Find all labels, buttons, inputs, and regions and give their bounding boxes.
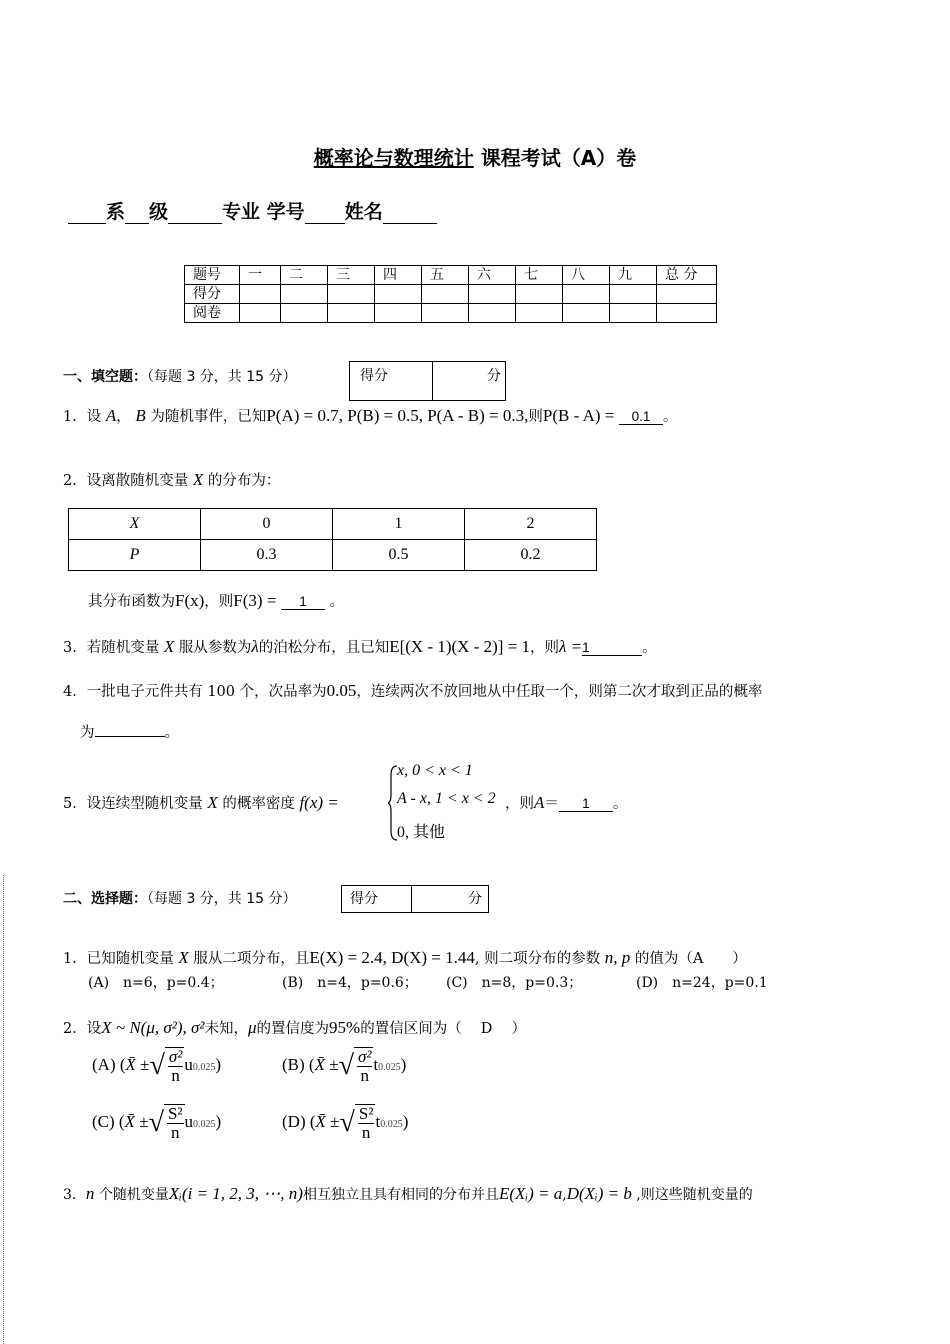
- dist-cell: 0.5: [333, 540, 465, 571]
- score-cell[interactable]: [516, 285, 563, 304]
- q-text: 的分布为：: [207, 473, 281, 489]
- score-header-cell: 五: [422, 266, 469, 285]
- dist-cell: X: [69, 509, 201, 540]
- sqrt-expr: √ $\frac{\text{σ²}}{n}$: [338, 1047, 372, 1085]
- score-row-label: 得分: [185, 285, 240, 304]
- answer-blank[interactable]: 1: [281, 594, 325, 610]
- reviewer-cell[interactable]: [375, 304, 422, 323]
- dist-cell: 2: [465, 509, 597, 540]
- quantile: u: [184, 1111, 194, 1131]
- score-header-cell: 四: [375, 266, 422, 285]
- quantile: t: [373, 1054, 379, 1074]
- option-d[interactable]: (D) n=24，p=0.1: [636, 975, 768, 991]
- score-header-cell: 七: [516, 266, 563, 285]
- name-blank[interactable]: [383, 205, 437, 224]
- math-var: X̄: [124, 1111, 135, 1131]
- score-table: [184, 265, 717, 323]
- score-cell[interactable]: [469, 285, 516, 304]
- section2-heading: [63, 888, 297, 908]
- q-text: 服从二项分布，且: [193, 951, 310, 967]
- page-title: [0, 142, 950, 171]
- dept-blank[interactable]: [68, 205, 106, 224]
- q-text: 未知，: [204, 1021, 248, 1037]
- q-text: 其分布函数为: [88, 594, 175, 610]
- score-header-cell: 六: [469, 266, 516, 285]
- math-formula: E(Xᵢ) = a: [498, 1184, 563, 1203]
- answer-blank[interactable]: 1: [582, 640, 642, 656]
- option-label: (A): [92, 1054, 116, 1074]
- student-info-line: [68, 197, 437, 224]
- s1-question-5: [63, 792, 339, 813]
- reviewer-cell[interactable]: [563, 304, 610, 323]
- math-var: X̄: [315, 1111, 326, 1131]
- grade-blank[interactable]: [125, 205, 149, 224]
- score-cell[interactable]: [657, 285, 717, 304]
- math-var: λ: [251, 637, 259, 656]
- dist-cell: 0.3: [201, 540, 333, 571]
- sqrt-expr: √ $\frac{\text{S²}}{n}$: [148, 1104, 183, 1142]
- reviewer-row: [185, 304, 717, 323]
- math-symbol: ±: [329, 1054, 339, 1074]
- q-text: 为: [80, 725, 95, 741]
- q-text: 。: [642, 640, 657, 656]
- grade-label: 级: [149, 201, 169, 223]
- section1-score-unit[interactable]: 分: [487, 368, 501, 384]
- s1-question-3: [63, 636, 657, 657]
- q-text: 4．一批电子元件共有 100 个，次品率为: [63, 684, 327, 700]
- q-text: ，则: [530, 640, 560, 656]
- subscript: 0.025: [378, 1061, 401, 1073]
- reviewer-cell[interactable]: [516, 304, 563, 323]
- name-label: 姓名: [344, 201, 383, 223]
- score-cell[interactable]: [375, 285, 422, 304]
- score-header-cell: 三: [328, 266, 375, 285]
- math-symbol: ±: [330, 1111, 340, 1131]
- math-formula: Xᵢ(i = 1, 2, 3, ⋯, n): [168, 1184, 303, 1203]
- q-prefix: 2．设离散随机变量: [63, 473, 189, 489]
- reviewer-cell[interactable]: [281, 304, 328, 323]
- q-prefix: 3．: [63, 1187, 86, 1203]
- q-text: ＝: [544, 796, 559, 812]
- q-text: 相互独立且具有相同的分布并且: [302, 1187, 499, 1203]
- s2-question-2: [63, 1017, 526, 1038]
- q-prefix: 5．设连续型随机变量: [63, 796, 203, 812]
- math-formula: E[(X - 1)(X - 2)] = 1: [389, 637, 531, 656]
- score-cell[interactable]: [422, 285, 469, 304]
- q-text: ，则: [204, 594, 234, 610]
- math-formula: P(A) = 0.7, P(B) = 0.5, P(A - B) = 0.3,: [266, 406, 529, 425]
- answer-blank[interactable]: 0.1: [619, 409, 663, 425]
- q-text: 的概率密度: [222, 796, 295, 812]
- math-formula: F(x): [175, 591, 205, 610]
- s2-q2-option-d[interactable]: (D) (X̄ ± √ $\frac{\text{S²}}{n}$ t0.025): [282, 1104, 409, 1142]
- subscript: 0.025: [193, 1118, 216, 1130]
- option-label: (B): [282, 1054, 305, 1074]
- q-prefix: 1．设: [63, 409, 102, 425]
- q-text: 的置信度为: [256, 1021, 330, 1037]
- section1-note: （每题 3 分，共 15 分）: [147, 369, 297, 385]
- q-text: 的置信区间为（ D ）: [360, 1021, 527, 1037]
- s2-question-3: [63, 1184, 753, 1204]
- major-label: 专业: [222, 201, 261, 223]
- exam-name: 课程考试（A）卷: [480, 146, 637, 170]
- option-a[interactable]: (A) n=6，p=0.4；: [88, 975, 224, 991]
- reviewer-cell[interactable]: [469, 304, 516, 323]
- q-text: 则: [528, 409, 543, 425]
- frac-num: S²: [358, 1104, 374, 1123]
- score-header-cell: 八: [563, 266, 610, 285]
- score-header-cell: 题号: [185, 266, 240, 285]
- dist-cell: 0.2: [465, 540, 597, 571]
- math-var: n: [85, 1184, 95, 1203]
- dist-cell: 0: [201, 509, 333, 540]
- section1-score-label: 得分: [350, 362, 433, 400]
- q-prefix: 2．设: [63, 1021, 102, 1037]
- s2-q1-options: [88, 972, 768, 992]
- math-symbol: ±: [139, 1111, 149, 1131]
- subscript: 0.025: [192, 1061, 216, 1073]
- math-formula: D(Xᵢ) = b: [566, 1184, 632, 1203]
- score-table-header-row: [185, 266, 717, 285]
- s1-question-4-line2: [80, 721, 179, 742]
- math-var: μ: [247, 1018, 257, 1037]
- section2-note: （每题 3 分，共 15 分）: [147, 891, 297, 907]
- frac-num: σ²: [357, 1047, 372, 1066]
- distribution-table: [68, 508, 597, 571]
- score-header-cell: 二: [281, 266, 328, 285]
- s2-q2-option-b[interactable]: (B) (X̄ ± √ $\frac{\text{σ²}}{n}$ t0.025): [282, 1047, 407, 1085]
- math-symbol: ±: [140, 1054, 150, 1074]
- score-cell[interactable]: [328, 285, 375, 304]
- option-b[interactable]: (B) n=4，p=0.6；: [282, 975, 418, 991]
- s1-question-2-followup: [88, 590, 344, 611]
- score-cell[interactable]: [563, 285, 610, 304]
- frac-num: S²: [167, 1104, 183, 1123]
- math-var: X: [192, 470, 204, 489]
- subscript: 0.025: [380, 1118, 403, 1130]
- course-name: 概率论与数理统计: [313, 146, 474, 170]
- q-text: 。: [612, 796, 628, 812]
- score-cell[interactable]: [281, 285, 328, 304]
- math-formula: F(3) =: [233, 591, 277, 610]
- math-formula: 0.05: [326, 681, 357, 700]
- q-text: 个随机变量: [98, 1187, 169, 1203]
- math-formula: P(B - A) =: [542, 406, 615, 425]
- q-text: ，: [116, 409, 131, 425]
- math-var: X̄: [125, 1054, 136, 1074]
- answer-blank[interactable]: [95, 736, 165, 737]
- q-text: 为随机事件，已知: [150, 409, 267, 425]
- frac-den: n: [171, 1066, 180, 1085]
- math-formula: X ~ N(μ, σ²), σ²: [101, 1018, 205, 1037]
- distribution-row-x: [69, 509, 597, 540]
- math-var: A: [105, 406, 117, 425]
- dist-cell: P: [69, 540, 201, 571]
- reviewer-cell[interactable]: [328, 304, 375, 323]
- section2-score-label: 得分: [342, 886, 412, 912]
- q-text: 的值为（A ）: [634, 951, 747, 967]
- q-text: 的泊松分布，且已知: [258, 640, 390, 656]
- quantile: u: [184, 1054, 193, 1074]
- q-text: 服从参数为: [178, 640, 252, 656]
- math-var: n, p: [604, 948, 631, 967]
- math-var: X: [178, 948, 189, 967]
- answer-blank[interactable]: 1: [559, 796, 613, 812]
- q-text: 。: [662, 409, 678, 425]
- math-formula: 95%: [329, 1018, 361, 1037]
- math-var: X: [207, 793, 218, 812]
- binding-line: [3, 875, 4, 1344]
- score-header-cell: 九: [610, 266, 657, 285]
- q-text: ，则: [505, 796, 534, 812]
- s1-question-4: [63, 680, 762, 701]
- q-text: ，连续两次不放回地从中任取一个，则第二次才取到正品的概率: [356, 684, 763, 700]
- reviewer-cell[interactable]: [240, 304, 281, 323]
- student-id-label: 学号: [266, 201, 305, 223]
- section2-title: 二、选择题：: [63, 891, 147, 907]
- frac-den: n: [170, 1123, 180, 1142]
- distribution-row-p: [69, 540, 597, 571]
- score-cell[interactable]: [610, 285, 657, 304]
- piecewise-case-2: A - x, 1 < x < 2: [397, 790, 496, 807]
- dist-cell: 1: [333, 509, 465, 540]
- math-formula: λ =: [559, 637, 583, 656]
- frac-num: σ²: [168, 1047, 183, 1066]
- math-var: B: [135, 406, 146, 425]
- option-label: (D): [282, 1111, 306, 1131]
- section2-score-box: [341, 885, 489, 913]
- dept-label: 系: [106, 201, 126, 223]
- score-row: [185, 285, 717, 304]
- q-text: , 则二项分布的参数: [474, 951, 601, 967]
- frac-den: n: [361, 1123, 371, 1142]
- option-label: (C): [92, 1111, 115, 1131]
- sqrt-expr: √ $\frac{\text{σ²}}{n}$: [149, 1047, 183, 1085]
- q-prefix: 3．若随机变量: [63, 640, 160, 656]
- s1-question-5-tail: [505, 792, 627, 813]
- score-header-cell: 一: [240, 266, 281, 285]
- sqrt-expr: √ $\frac{\text{S²}}{n}$: [339, 1104, 374, 1142]
- math-var: A: [534, 793, 545, 812]
- s2-q2-option-c[interactable]: (C) (X̄ ± √ $\frac{\text{S²}}{n}$ u0.025): [92, 1104, 222, 1142]
- s1-question-1: [63, 405, 677, 426]
- q-prefix: 1．已知随机变量: [63, 951, 174, 967]
- math-var: X̄: [314, 1054, 325, 1074]
- q-text: ,则这些随机变量的: [631, 1187, 753, 1203]
- q-text: ,: [562, 1187, 567, 1203]
- student-id-blank[interactable]: [305, 205, 345, 224]
- option-c[interactable]: (C) n=8，p=0.3；: [446, 975, 583, 991]
- section1-score-box: [349, 361, 506, 401]
- s1-question-2: [63, 469, 280, 490]
- piecewise-case-3: 0, 其他: [397, 824, 446, 841]
- score-cell[interactable]: [240, 285, 281, 304]
- reviewer-row-label: 阅卷: [185, 304, 240, 323]
- s2-q2-option-a[interactable]: (A) (X̄ ± √ $\frac{\text{σ²}}{n}$ u0.025): [92, 1047, 222, 1085]
- section2-score-unit[interactable]: 分: [468, 891, 482, 907]
- section1-title: 一、填空题：: [63, 369, 147, 385]
- reviewer-cell[interactable]: [422, 304, 469, 323]
- quantile: t: [375, 1111, 381, 1131]
- q-text: 。: [329, 594, 345, 610]
- math-formula: E(X) = 2.4, D(X) = 1.44: [309, 948, 475, 967]
- s2-question-1: [63, 947, 747, 968]
- piecewise-case-1: x, 0 < x < 1: [397, 762, 473, 779]
- q-text: 。: [164, 725, 179, 741]
- reviewer-cell[interactable]: [657, 304, 717, 323]
- section1-heading: [63, 366, 297, 386]
- math-var: X: [163, 637, 175, 656]
- score-header-cell: 总 分: [657, 266, 717, 285]
- major-blank[interactable]: [168, 205, 222, 224]
- reviewer-cell[interactable]: [610, 304, 657, 323]
- math-formula: f(x) =: [299, 793, 339, 812]
- frac-den: n: [360, 1066, 369, 1085]
